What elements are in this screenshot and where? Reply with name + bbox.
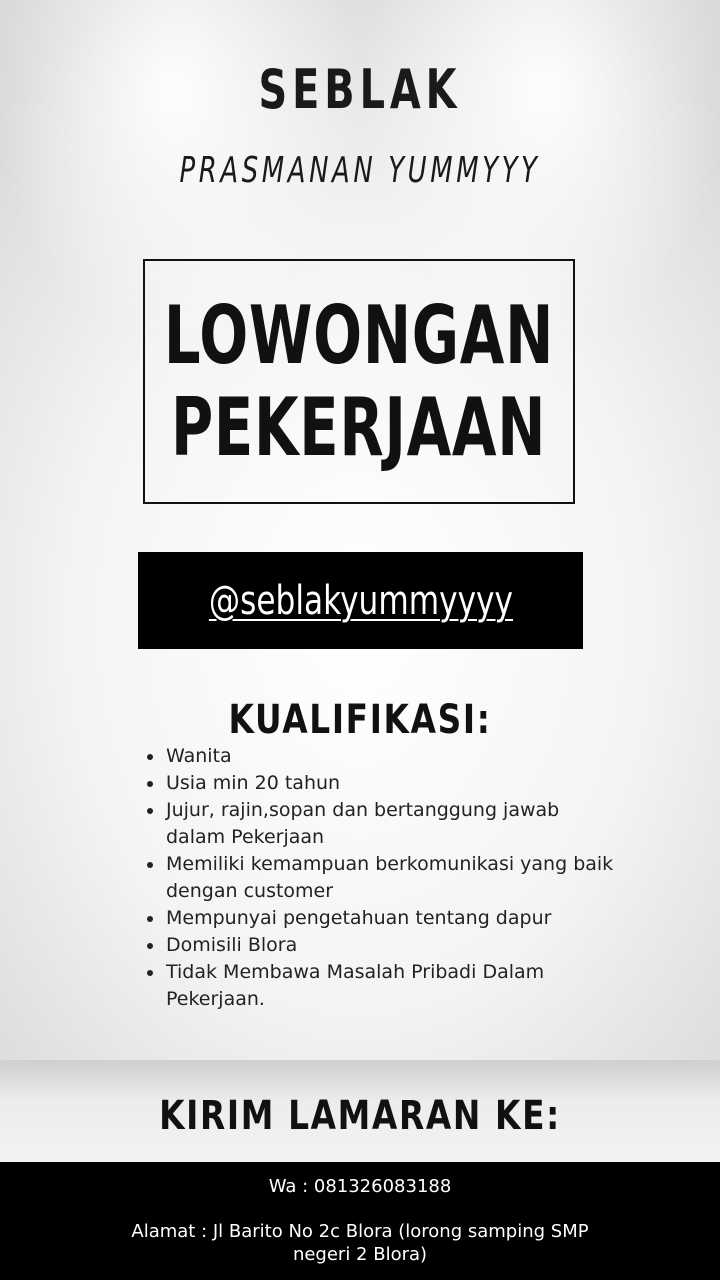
- instagram-handle-bar: [138, 552, 583, 649]
- address-text: Alamat : Jl Barito No 2c Blora (lorong samping SMP negeri 2 Blora): [131, 1221, 589, 1265]
- contact-footer: [0, 1162, 720, 1280]
- qualification-item: Wanita: [146, 743, 616, 770]
- whatsapp-number: Wa : 081326083188: [268, 1176, 452, 1197]
- qualifications-heading: KUALIFIKASI:: [228, 697, 492, 743]
- qualification-item: Tidak Membawa Masalah Pribadi Dalam Pekerjaan.: [146, 959, 616, 1013]
- send-application-heading: KIRIM LAMARAN KE:: [159, 1093, 561, 1139]
- qualifications-list: [146, 743, 616, 1013]
- qualification-item: Mempunyai pengetahuan tentang dapur: [146, 905, 616, 932]
- brand-subtitle: PRASMANAN YUMMYYY: [179, 150, 541, 191]
- qualification-item: Memiliki kemampuan berkomunikasi yang baik dengan customer: [146, 851, 616, 905]
- qualification-item: Domisili Blora: [146, 932, 616, 959]
- headline-line-2: PEKERJAAN: [171, 380, 547, 474]
- headline-line-1: LOWONGAN: [163, 288, 555, 382]
- instagram-handle-link[interactable]: @seblakyummyyyy: [208, 577, 513, 624]
- qualification-item: Jujur, rajin,sopan dan bertanggung jawab dalam Pekerjaan: [146, 797, 616, 851]
- brand-title: SEBLAK: [258, 58, 462, 121]
- headline-box: [143, 259, 575, 504]
- qualification-item: Usia min 20 tahun: [146, 770, 616, 797]
